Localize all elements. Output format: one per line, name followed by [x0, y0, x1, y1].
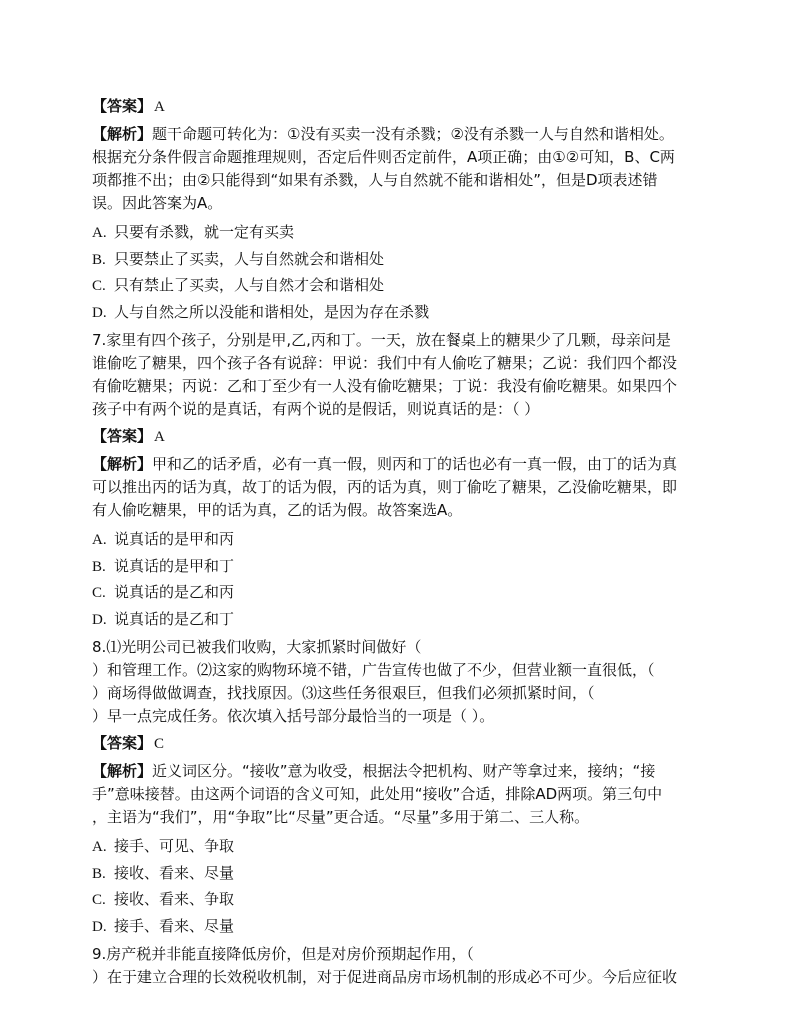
option-key: D.	[92, 304, 107, 321]
option-key: A.	[92, 839, 107, 855]
question-7	[92, 329, 734, 628]
option-key: D.	[92, 611, 107, 628]
question-line: 孩子中有两个说的是真话，有两个说的是假话，则说真话的是：（ ）	[92, 400, 540, 418]
analysis-line: ，主语为“我们”，用“争取”比“尽量”更合适。“尽量”多用于第二、三人称。	[92, 808, 590, 826]
answer-label: 【答案】	[92, 97, 153, 115]
analysis-line: 甲和乙的话矛盾，必有一真一假，则丙和丁的话也必有一真一假，由丁的话为真	[152, 455, 678, 473]
question-6-solution	[92, 95, 734, 321]
option-text: 接手、可见、争取	[114, 837, 235, 855]
answer-line	[92, 732, 734, 756]
option-text: 说真话的是甲和丙	[114, 530, 235, 548]
option-key: B.	[92, 865, 106, 882]
answer-value: A	[154, 429, 165, 445]
analysis-line: 近义词区分。“接收”意为收受，根据法令把机构、财产等拿过来，接纳；“接	[152, 762, 656, 780]
analysis-line: 手”意味接替。由这两个词语的含义可知，此处用“接收”合适，排除AD两项。第三句中	[92, 785, 663, 803]
option-b	[92, 250, 734, 268]
option-c	[92, 276, 734, 294]
option-text: 只要禁止了买卖，人与自然就会和谐相处	[114, 249, 385, 268]
option-key: C.	[92, 892, 106, 908]
option-key: C.	[92, 278, 106, 294]
answer-label: 【答案】	[92, 734, 153, 752]
option-text: 接收、看来、争取	[114, 890, 235, 908]
option-c	[92, 583, 734, 601]
question-line: 有偷吃糖果；丙说：乙和丁至少有一人没有偷吃糖果；丁说：我没有偷吃糖果。如果四个	[92, 377, 678, 395]
option-key: A.	[92, 532, 107, 548]
option-a	[92, 530, 734, 548]
option-b	[92, 864, 734, 882]
option-text: 说真话的是乙和丁	[114, 609, 235, 628]
answer-value: C	[154, 736, 165, 752]
option-a	[92, 223, 734, 241]
answer-line	[92, 425, 734, 449]
question-stem	[92, 943, 734, 989]
option-a	[92, 837, 734, 855]
option-text: 接手、看来、尽量	[114, 916, 235, 935]
analysis-paragraph	[92, 760, 734, 829]
question-line: ）商场得做做调查，找找原因。⑶这些任务很艰巨，但我们必须抓紧时间，（	[92, 684, 595, 702]
question-line: 谁偷吃了糖果，四个孩子各有说辞：甲说：我们中有人偷吃了糖果；乙说：我们四个都没	[92, 354, 678, 372]
analysis-paragraph	[92, 123, 734, 215]
analysis-label: 【解析】	[92, 455, 153, 473]
question-line: ）早一点完成任务。依次填入括号部分最恰当的一项是（ ）。	[92, 707, 495, 725]
analysis-line: 根据充分条件假言命题推理规则，否定后件则否定前件，A项正确；由①②可知，B、C两	[92, 148, 675, 166]
option-key: B.	[92, 558, 106, 575]
question-line: ）在于建立合理的长效税收机制，对于促进商品房市场机制的形成必不可少。今后应征收	[92, 968, 678, 986]
question-stem	[92, 329, 734, 421]
option-key: D.	[92, 918, 107, 935]
option-d	[92, 610, 734, 628]
analysis-label: 【解析】	[92, 762, 153, 780]
analysis-line: 误。因此答案为A。	[92, 194, 223, 212]
question-line: ）和管理工作。⑵这家的购物环境不错，广告宣传也做了不少，但营业额一直很低，（	[92, 661, 655, 679]
analysis-line: 项都推不出；由②只能得到“如果有杀戮，人与自然就不能和谐相处”，但是D项表述错	[92, 171, 658, 189]
option-key: B.	[92, 251, 106, 268]
question-line: 7.家里有四个孩子，分别是甲,乙,丙和丁。一天，放在餐桌上的糖果少了几颗，母亲问是	[92, 331, 671, 349]
question-stem	[92, 636, 734, 728]
analysis-paragraph	[92, 453, 734, 522]
option-text: 说真话的是乙和丙	[114, 583, 235, 601]
question-8	[92, 636, 734, 935]
option-d	[92, 917, 734, 935]
answer-value: A	[154, 99, 165, 115]
analysis-label: 【解析】	[92, 125, 153, 143]
option-key: C.	[92, 585, 106, 601]
analysis-line: 可以推出丙的话为真，故丁的话为假，丙的话为真，则丁偷吃了糖果，乙没偷吃糖果，即	[92, 478, 678, 496]
option-b	[92, 557, 734, 575]
option-c	[92, 890, 734, 908]
option-text: 说真话的是甲和丁	[114, 556, 235, 575]
question-9	[92, 943, 734, 989]
question-line: 9.房产税并非能直接降低房价，但是对房价预期起作用，（	[92, 945, 474, 963]
question-line: 8.⑴光明公司已被我们收购，大家抓紧时间做好（	[92, 638, 422, 656]
answer-label: 【答案】	[92, 427, 153, 445]
option-text: 只要有杀戮，就一定有买卖	[114, 223, 295, 241]
option-d	[92, 303, 734, 321]
option-text: 接收、看来、尽量	[114, 863, 235, 882]
option-text: 人与自然之所以没能和谐相处，是因为存在杀戮	[114, 302, 430, 321]
answer-line	[92, 95, 734, 119]
analysis-line: 有人偷吃糖果，甲的话为真，乙的话为假。故答案选A。	[92, 501, 463, 519]
analysis-line: 题干命题可转化为：①没有买卖一没有杀戮；②没有杀戮一人与自然和谐相处。	[152, 125, 674, 143]
option-key: A.	[92, 225, 107, 241]
option-text: 只有禁止了买卖，人与自然才会和谐相处	[114, 276, 385, 294]
